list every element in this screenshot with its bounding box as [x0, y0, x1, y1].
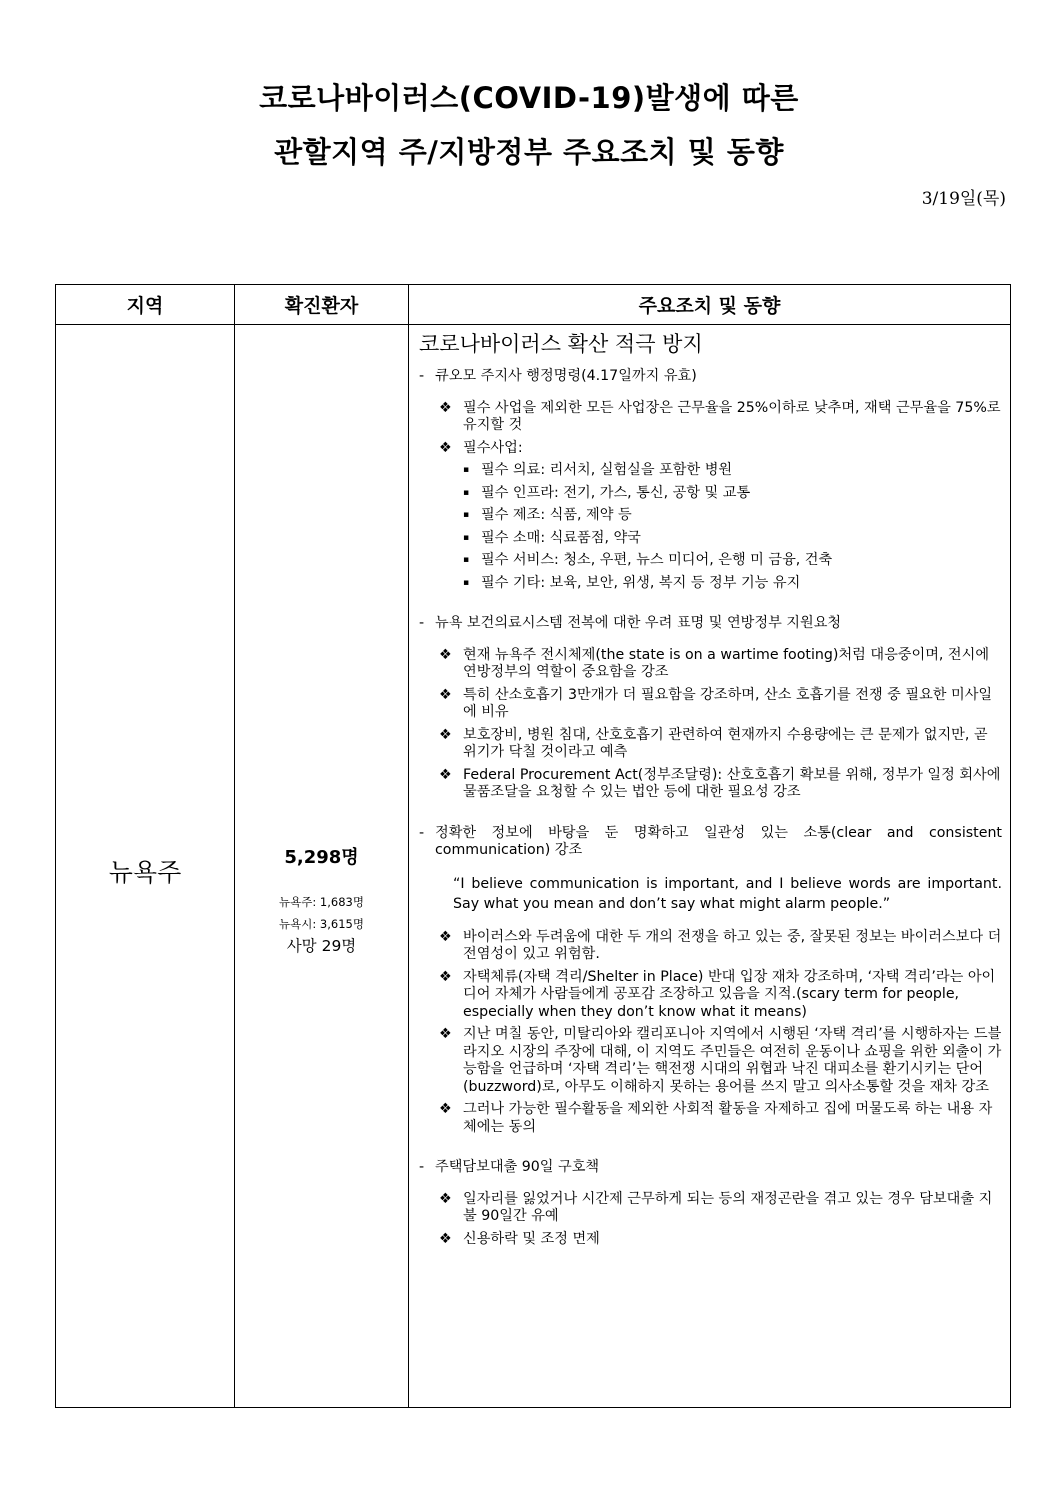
list-item [419, 1026, 1002, 1096]
section-communication [419, 825, 1002, 860]
list-item [419, 1231, 1002, 1249]
diamond-bullet-icon: ❖ [439, 968, 452, 985]
list-item-text: 바이러스와 두려움에 대한 두 개의 전쟁을 하고 있는 중, 잘못된 정보는 바이러스보다 더 전염성이 있고 위험함. [463, 928, 1002, 962]
diamond-bullet-icon: ❖ [439, 726, 452, 743]
governor-quote: “I believe communication is important, and I believe words are important. Say what you mean and don’t say what might alarm people.” [453, 875, 1002, 912]
list-item [419, 530, 1002, 548]
diamond-bullet-icon: ❖ [439, 766, 452, 783]
square-bullet-icon: ▪ [463, 465, 470, 475]
measures-cell [409, 325, 1011, 1408]
diamond-bullet-icon: ❖ [439, 1026, 452, 1042]
list-item-text: 그러나 가능한 필수활동을 제외한 사회적 활동을 자제하고 집에 머물도록 하는 내용 자체에는 동의 [463, 1101, 993, 1135]
region-cell [56, 325, 235, 1408]
list-item [419, 1191, 1002, 1226]
document-title-line2: 관할지역 주/지방정부 주요조치 및 동향 [274, 135, 784, 169]
square-bullet-icon: ▪ [463, 555, 470, 565]
list-item-text: 필수사업: [463, 439, 523, 456]
list-item-text: 현재 뉴욕주 전시체제(the state is on a wartime footing)처럼 대응중이며, 전시에 연방정부의 역할이 중요함을 강조 [463, 646, 990, 680]
diamond-bullet-icon: ❖ [439, 1230, 452, 1247]
list-item [419, 969, 1002, 1022]
cases-city: 뉴욕시: 3,615명 [279, 917, 364, 931]
list-item-text: Federal Procurement Act(정부조달령): 산호호흡기 확보를 위해, 정부가 일정 회사에 물품조달을 요청할 수 있는 법안 등에 대한 필요성 강조 [463, 766, 1001, 800]
measures-table [55, 284, 1011, 1408]
list-item [419, 462, 1002, 480]
diamond-bullet-icon: ❖ [439, 646, 452, 663]
list-item [419, 552, 1002, 570]
list-item-text: 필수 기타: 보육, 보안, 위생, 복지 등 정부 기능 유지 [481, 574, 801, 591]
list-item [419, 400, 1002, 435]
list-item [419, 687, 1002, 722]
diamond-bullet-icon: ❖ [439, 399, 452, 416]
section-title: 뉴욕 보건의료시스템 전복에 대한 우려 표명 및 연방정부 지원요청 [435, 615, 842, 631]
list-item-text: 특히 산소호흡기 3만개가 더 필요함을 강조하며, 산소 호흡기를 전쟁 중 필요한 미사일에 비유 [463, 686, 993, 720]
list-item-text: 필수 인프라: 전기, 가스, 통신, 공항 및 교통 [481, 484, 751, 501]
list-item [419, 929, 1002, 964]
table-row [56, 325, 1011, 1408]
document-date: 3/19일(목) [921, 189, 1006, 209]
list-item-text: 필수 서비스: 청소, 우편, 뉴스 미디어, 은행 미 금융, 건축 [481, 552, 833, 568]
diamond-bullet-icon: ❖ [439, 1101, 452, 1117]
document-title-line1: 코로나바이러스(COVID-19)발생에 따른 [259, 81, 799, 115]
section-title: 큐오모 주지사 행정명령(4.17일까지 유효) [435, 368, 697, 384]
square-bullet-icon: ▪ [463, 487, 470, 498]
diamond-bullet-icon: ❖ [439, 928, 452, 945]
list-item [419, 507, 1002, 525]
list-item [419, 440, 1002, 458]
list-item [419, 1101, 1002, 1136]
header-measures: 주요조치 및 동향 [409, 285, 1011, 325]
diamond-bullet-icon: ❖ [439, 686, 452, 703]
section-health-system [419, 615, 1002, 633]
list-item-text: 일자리를 잃었거나 시간제 근무하게 되는 등의 재정곤란을 겪고 있는 경우 담보대출 지불 90일간 유예 [463, 1190, 993, 1224]
cases-total: 5,298명 [284, 847, 359, 868]
measures-headline: 코로나바이러스 확산 적극 방지 [419, 332, 703, 356]
region-name: 뉴욕주 [108, 858, 182, 887]
list-item-text: 필수 제조: 식품, 제약 등 [481, 507, 632, 523]
list-item-text: 필수 사업을 제외한 모든 사업장은 근무율을 25%이하로 낮추며, 재택 근무율을 75%로 유지할 것 [463, 399, 1001, 433]
list-item-text: 지난 며칠 동안, 미탈리아와 캘리포니아 지역에서 시행된 ‘자택 격리’를 시행하자는 드블라지오 시장의 주장에 대해, 이 지역도 주민들은 여전히 운동이나 쇼핑을 위한 외출이 가능함을 언급하며 ‘자택 격리’는 핵전쟁 시대의 위협과 낙진 대피소를 환기시키는 단어(buzzword)로, 아무도 이해하지 못하는 용어를 쓰지 말고 의사소통할 것을 재차 강조 [463, 1026, 1002, 1095]
header-confirmed-cases: 확진환자 [235, 285, 409, 325]
section-executive-order [419, 368, 1002, 386]
square-bullet-icon: ▪ [463, 577, 470, 588]
cases-state: 뉴욕주: 1,683명 [279, 895, 364, 909]
square-bullet-icon: ▪ [463, 532, 470, 543]
list-item [419, 767, 1002, 802]
section-title: 정확한 정보에 바탕을 둔 명확하고 일관성 있는 소통(clear and consistent communication) 강조 [435, 824, 1002, 858]
list-item-text: 필수 소매: 식료품점, 약국 [481, 529, 641, 546]
list-item-text: 신용하락 및 조정 면제 [463, 1230, 600, 1247]
list-item [419, 647, 1002, 682]
list-item [419, 485, 1002, 503]
section-title: 주택담보대출 90일 구호책 [435, 1159, 600, 1175]
table-header-row [56, 285, 1011, 325]
square-bullet-icon: ▪ [463, 510, 470, 520]
diamond-bullet-icon: ❖ [439, 1190, 452, 1207]
section-mortgage-relief [419, 1159, 1002, 1177]
list-item [419, 575, 1002, 593]
list-item-text: 필수 의료: 리서치, 실험실을 포함한 병원 [481, 462, 733, 478]
deaths-count: 사망 29명 [286, 937, 357, 955]
list-item-text: 보호장비, 병원 침대, 산호호흡기 관련하여 현재까지 수용량에는 큰 문제가 없지만, 곧 위기가 닥칠 것이라고 예측 [463, 726, 988, 760]
list-item-text: 자택체류(자택 격리/Shelter in Place) 반대 입장 재차 강조하며, ‘자택 격리’라는 아이디어 자체가 사람들에게 공포감 조장하고 있음을 지적.(scary term for people, especially when they don’t know what it means) [463, 968, 996, 1020]
list-item [419, 727, 1002, 762]
diamond-bullet-icon: ❖ [439, 439, 452, 456]
cases-cell [235, 325, 409, 1408]
header-region: 지역 [56, 285, 235, 325]
